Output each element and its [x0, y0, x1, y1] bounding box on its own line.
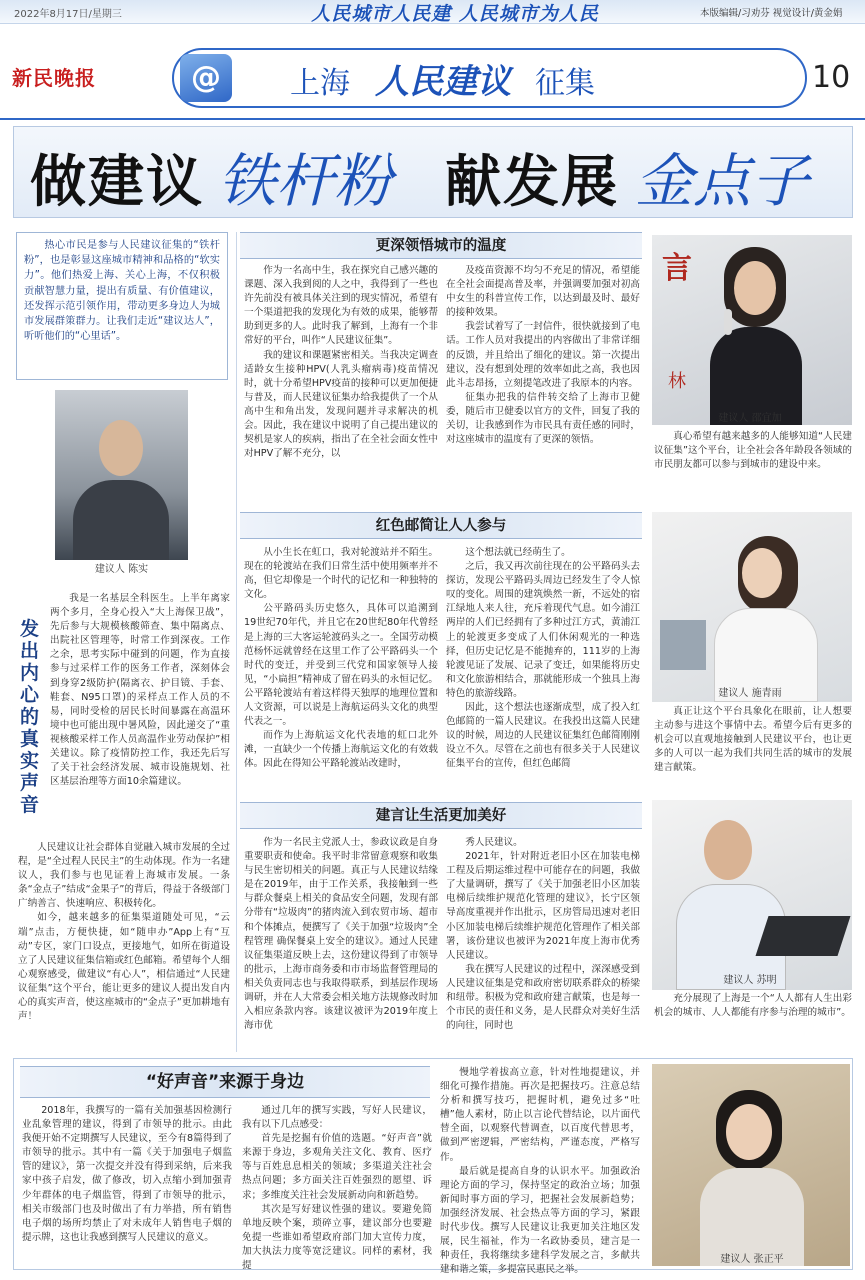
section-2-title: 红色邮简让人人参与 [240, 512, 642, 539]
section-2-col-2 [446, 546, 640, 786]
photo-shi [652, 512, 852, 702]
headline-part-1: 做建议 [30, 150, 204, 215]
s1-col2-p3: 征集办把我的信件转交给了上海市卫健委，随后市卫健委以官方的文件，回复了我的关切，让我感到作为市民具有责任感的同时，对这座城市的温度有了更深的领悟。 [446, 391, 640, 446]
s1-col2-p2: 我尝试着写了一封信件，很快就接到了电话。工作人员对我提出的内容做出了非常详细的反馈，并且给出了细化的建议。第一次提出建议，没有想到处理的效率如此之高，我也因此斗志昂扬，立刻提笔改进了我原本的内容。 [446, 321, 640, 389]
at-mail-icon: @ [180, 54, 232, 102]
s2-col1-p1: 从小生长在虹口，我对轮渡站并不陌生。现在的轮渡站在我们日常生活中使用频率并不高，但它却像是一个时代的记忆和一种独特的文化。 [244, 547, 438, 601]
section-2-col-1 [244, 546, 438, 786]
s3-col1-p1: 作为一名民主党派人士，参政议政是自身重要职责和使命。我平时非常留意观察和收集与民生密切相关的问题。真正与人民建议结缘是在2019年，由于工作关系，我接触到一些与群众餐桌上相关的食品安全问题，发现有部分带有“垃圾肉”的猪肉流入到农贸市场、超市和个体摊点，便撰写了《关于加强“垃圾肉”全程管理 确保餐桌上安全的建议》。通过人民建议征集渠道反映上去，这份建议得到了市领导的批示，上海市商务委和市市场监督管理局的相关负责同志也与我取得联系，到基层作现场调研，并在人大常委会相关地方法规修改时加入相应条款内容。该建议被评为2019年度上海市优 [244, 837, 438, 1032]
vertical-title: 发出内心的真实声音 [20, 618, 40, 816]
shao-sign-top: 言 [662, 251, 692, 286]
photo-su-caption: 建议人 苏明 [723, 975, 777, 986]
chen-body-shape [73, 480, 169, 560]
section-1-title: 更深领悟城市的温度 [240, 232, 642, 259]
editor-credit: 本版编辑/习劝芬 视觉设计/黄金娟 [700, 8, 843, 19]
section-title-left: 上海 [290, 66, 350, 101]
section-title-mid: 人民建议 [375, 62, 511, 102]
s4-col3-p1: 慢地学着拔高立意，针对性地提建议，并细化可操作措施。再次是把握技巧。注意总结分析和撰写技巧，把握时机，避免过多“吐槽”他人素材，防止以言论代替结论，以片面代替全面，以观察代替调查，以百度代替思考，做到严密逻辑，严密结构，严谨态度，严格写作。 [440, 1067, 640, 1163]
intro-frame [16, 232, 228, 380]
section-4-title: “好声音”来源于身边 [20, 1066, 430, 1098]
microphone-icon [724, 309, 732, 335]
keyboard-shape [756, 916, 851, 956]
intro-paragraph: 热心市民是参与人民建议征集的“铁杆粉”，也是彰显这座城市精神和品格的“软实力”。他们热爱上海、关心上海，不仅积极贡献智慧力量，提出有质量、有价值建议，还发挥示范引领作用，带动更多身边人为城市发展群策群力。让我们走近“建议达人”，听听他们的“心里话”。 [22, 238, 222, 376]
section-1-col-1 [244, 264, 438, 486]
chen-paragraph-3: 如今，越来越多的征集渠道随处可见，“云端”点击，方便快捷，如“随申办”App上有“互动”专区，家门口设点，更接地气，如所在街道设立了人民建议征集信箱或红色邮箱。希望每个人细心观察感受，做建议“有心人”，相信通过“人民建议征集”这个平台，能让更多的建议人提出发自内心的真实声音，使这座城市的“金点子”更加耕地有声！ [18, 912, 230, 1023]
s1-side-p1: 真心希望有越来越多的人能够知道“人民建议征集”这个平台，让全社会各年龄段各领域的市民朋友都可以参与到城市的建设中来。 [654, 431, 852, 471]
shi-screen-shape [660, 620, 706, 670]
slogan-banner: 人民城市人民建 人民城市为人民 [311, 3, 599, 25]
shao-sign-bottom: 林 [668, 371, 686, 392]
s4-col2-p1: 通过几年的撰写实践，写好人民建议，我有以下几点感受： [242, 1105, 432, 1131]
section-4-col-2 [242, 1104, 432, 1272]
zhang-face-shape [726, 1104, 772, 1160]
s2-col1-p3: 而作为上海航运文化代表地的虹口北外滩，一直缺少一个传播上海航运文化的有效载体。因此在得知公平路轮渡站改建时， [244, 730, 438, 770]
section-title-right: 征集 [535, 66, 595, 101]
s4-col1-p1: 2018年，我撰写的一篇有关加强基因检测行业乱象管理的建议，得到了市领导的批示。由此我便开始不定期撰写人民建议，至今有8篇得到了市领导的批示。其中有一篇《关于加强电子烟监管的建议》，第一次提交并没有得到采纳，后来我家中孩子启发，做了修改，切入点缩小到加强青少年群体的电子烟监管，得到了市领导的批示，相关市级部门也及时做出了有力举措，所有销售电子烟的场所均禁止了对未成年人销售电子烟的提示牌，这也让我感到撰写人民建议的意义。 [22, 1105, 232, 1243]
chen-paragraph-1: 我是一名基层全科医生。上半年离家两个多月，全身心投入“大上海保卫战”，先后参与大规模核酸筛查、集中隔离点、出院社区管理等，时常工作到深夜。工作之余，思考实际中碰到的问题，作为直接参与过采样工作的医务工作者，深刻体会到身穿2级防护(隔离衣、护目镜、手套、鞋套、N95口罩)的采样点工作人员的不易，同时受检的居民长时间暴露在高温环境中也可能出现中暑风险，因此递交了“重视核酸采样工作人员高温作业劳动保护”相关建议。除了疫情防控工作，我还先后写了关于社会经济发展、城市设施规划、社区基层治理等方面10余篇建议。 [50, 593, 230, 788]
chen-article-bottom [18, 841, 230, 1039]
section-4-col-3 [440, 1066, 640, 1276]
s4-col3-p2: 最后就是提高自身的认识水平。加强政治理论方面的学习，保持坚定的政治立场；加强新闻时事方面的学习，把握社会发展新趋势；加强经济发展、社会热点等方面的学习，紧跟时代步伐。撰写人民建议让我更加关注地区发展，民生福祉，作为一名政协委员，建言是一种责任，我将继续多建科学发展之言，多献共建和谐之策，多提富民惠民之举。 [440, 1165, 640, 1276]
s2-col1-p2: 公平路码头历史悠久，具体可以追溯到19世纪70年代，并且它在20世纪80年代曾经是上海的三大客运轮渡码头之一。全国劳动模范杨怀远就曾经在这里工作了公平路码头一个时代的变迁，并受到三代党和国家领导人接见，“小扁担”精神成了留在码头的永恒记忆。公平路轮渡站有着这样得天独厚的地理位置和人文资源，可以说是上海航运码头文化的典型代表之一。 [244, 603, 438, 728]
s4-col2-p3: 其次是写好建议性强的建议。要避免简单地反映个案，琐碎立事，建议部分也要避免提一些谁如希望政府部门加大宣传力度，加大执法力度等宽泛建议。同样的素材，我提 [242, 1203, 432, 1272]
section-3-col-2 [446, 836, 640, 1046]
headline-part-2: 铁杆粉 [218, 147, 393, 215]
section-1-side-text [654, 430, 852, 486]
s3-col2-p3: 我在撰写人民建议的过程中，深深感受到人民建议征集是党和政府密切联系群众的桥梁和纽带。积极为党和政府建言献策，也是每一个市民的责任和义务，是人民群众对美好生活的向往，同时也 [446, 963, 640, 1032]
s3-col2-p1: 秀人民建议。 [465, 837, 523, 848]
s3-col2-p2: 2021年，针对附近老旧小区在加装电梯工程及后期运维过程中可能存在的问题，我做了大量调研，撰写了《关于加强老旧小区加装电梯后续维护规范化管理的建议》，长宁区领导高度重视并作出批示，区房管局迅速对老旧小区加装电梯后续维护规范化管理作了相关部署，该份建议也被评为2021年度上海市优秀人民建议。 [446, 851, 640, 961]
shi-face-shape [742, 548, 782, 598]
s2-side-p1: 真正让这个平台具象化在眼前，让人想要主动参与进这个事情中去。希望今后有更多的机会可以直观地接触到人民建议平台，也让更多的人可以一起为我们共同生活的城市的发展建言献策。 [654, 706, 852, 774]
section-3-title: 建言让生活更加美好 [240, 802, 642, 829]
section-2-side-text [654, 705, 852, 785]
chen-article-top [50, 592, 230, 839]
photo-shao [652, 235, 852, 425]
s3-side-p1: 充分展现了上海是一个“人人都有人生出彩机会的城市、人人都能有序参与治理的城市”。 [654, 993, 852, 1019]
s2-col2-p3: 因此，这个想法也逐渐成型，成了投入红色邮简的一篇人民建议。在我投出这篇人民建议的时候，周边的人民建议征集红色邮简刚刚设立不久。尽管在之前也有很多关于人民建议征集平台的宣传，但红色邮简 [446, 702, 640, 770]
s1-col1-p1: 作为一名高中生，我在探究自己感兴趣的课题、深入我到阅的人之中，我得到了一些也许先前没有被具体关注到的现实情况，希望有一个渠道把我的发现化为有效的成果，能够帮助到更多的人。此时我了解到，上海有一个非常好的平台，叫作“人民建议征集”。 [244, 265, 438, 347]
headline-part-3: 献发展 [445, 150, 619, 215]
photo-zhang [652, 1064, 850, 1266]
shao-face-shape [734, 261, 776, 315]
photo-shao-caption: 建议人 邵宜加 [718, 413, 782, 424]
s4-col2-p2: 首先是挖掘有价值的选题。“好声音”就来源于身边，多观角关注文化、教育、医疗等与百姓息息相关的领域；多渠道关注社会热点问题；多方面关注百姓强烈的愿望、诉求；多维度关注社会发展新动向和新趋势。 [242, 1133, 432, 1201]
headline-part-4: 金点子 [635, 147, 810, 215]
left-column-divider [236, 232, 237, 1052]
section-3-side-text [654, 992, 852, 1046]
header-rule [0, 118, 865, 120]
photo-su [652, 800, 852, 990]
section-4-col-1 [22, 1104, 232, 1264]
paper-name-logo: 新民晚报 [12, 66, 96, 90]
section-3-col-1 [244, 836, 438, 1046]
chen-paragraph-2: 人民建议让社会群体自觉融入城市发展的全过程，是“全过程人民民主”的生动体现。作为一名建议人，我们参与也见证着上海城市发展。一条条“金点子”结成“金果子”的背后，得益于各级部门广纳善言、快速响应、积极转化。 [18, 842, 230, 910]
photo-chen [55, 390, 188, 560]
su-face-shape [704, 820, 752, 880]
s2-col2-p1: 这个想法就已经萌生了。 [465, 547, 571, 558]
page-number: 10 [812, 60, 851, 95]
photo-chen-caption: 建议人 陈实 [55, 560, 188, 576]
issue-date: 2022年8月17日/星期三 [14, 9, 122, 20]
section-1-col-2 [446, 264, 640, 486]
photo-zhang-caption: 建议人 张正平 [720, 1254, 784, 1265]
chen-face-shape [99, 420, 143, 476]
s1-col2-p1: 及疫苗资源不均匀不充足的情况，希望能在全社会面提高普及率，并强调要加强对初高中女生的科普宣传工作，以达到最及时、最好的接种效果。 [446, 265, 640, 319]
s2-col2-p2: 之后，我又再次前往现在的公平路码头去探访，发现公平路码头周边已经发生了令人惊叹的变化。周围的建筑焕然一新，不远处的宿江绿地人来人往，充斥着现代气息。如今浦江两岸的人们已经拥有了多种过江方式，黄浦江上的轮渡更多变成了人们休闲观光的一种选择，但历史记忆是不能抛弃的，111岁的上海轮渡见证了发展、记录了变迁，如果能将历史和文化旅游相结合，那就能形成一个独具上海特色的旅游线路。 [446, 561, 640, 699]
photo-shi-caption: 建议人 施青雨 [718, 688, 782, 699]
s1-col1-p2: 我的建议和课题紧密相关。当我决定调查适龄女生接种HPV(人乳头瘤病毒)疫苗情况时，就十分希望HPV疫苗的接种可以更加便捷与普及，而人民建议征集办给我提供了一个从高中生和角出发，发现问题并寻求解决的机会。因此，我在建议中说明了自己提出建议的契机是家人的疾病，指出了在全社会面女性中对HPV了解不充分，以 [244, 349, 438, 460]
